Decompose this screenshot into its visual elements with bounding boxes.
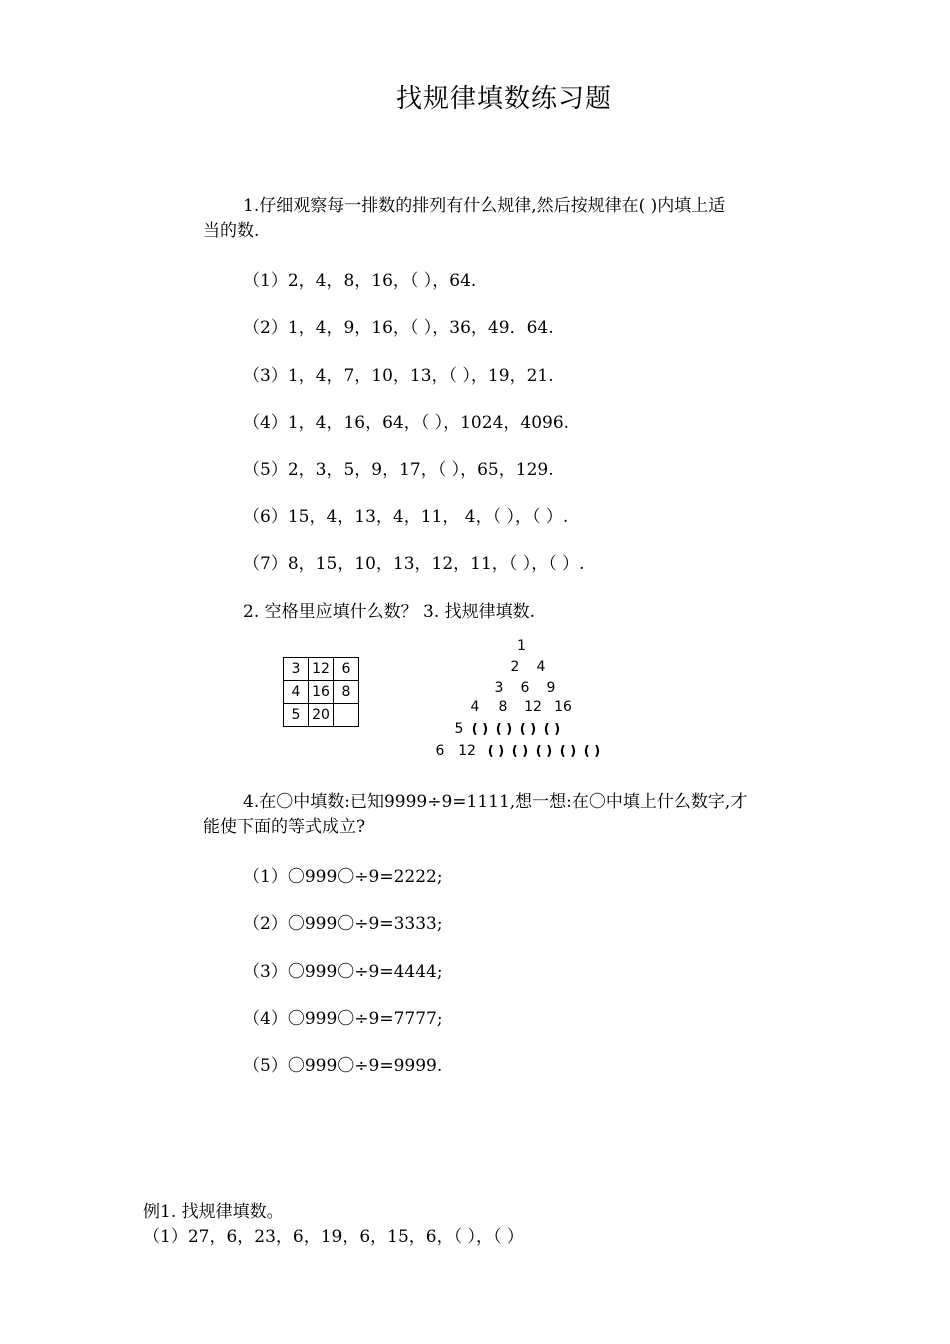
q4-item-5: （5）〇999〇÷9=9999. — [243, 1056, 443, 1076]
number-grid — [283, 657, 359, 727]
page-title: 找规律填数练习题 — [395, 84, 612, 114]
triangle-blank: ( ) — [559, 744, 577, 759]
grid-row — [284, 681, 359, 704]
grid-cell: 12 — [309, 658, 334, 681]
q1-item-2: （2）1，4，9，16，（ ），36，49．64. — [243, 318, 554, 338]
triangle-blank: ( ) — [495, 722, 513, 737]
triangle-number: 2 — [510, 659, 520, 675]
triangle-number: 1 — [517, 638, 526, 654]
triangle-row-4 — [462, 699, 578, 715]
triangle-blank: ( ) — [543, 722, 561, 737]
triangle-number: 4 — [536, 659, 546, 675]
grid-cell: 4 — [284, 681, 309, 704]
triangle-number: 3 — [494, 680, 504, 696]
triangle-row-5 — [450, 721, 564, 737]
example-label: 例1. 找规律填数。 — [143, 1202, 284, 1222]
q4-item-4: （4）〇999〇÷9=7777; — [243, 1009, 443, 1029]
triangle-number: 9 — [546, 680, 556, 696]
q1-prompt-line1: 1.仔细观察每一排数的排列有什么规律,然后按规律在( )内填上适 — [243, 196, 726, 216]
grid-cell: 8 — [334, 681, 359, 704]
q4-item-1: （1）〇999〇÷9=2222; — [243, 867, 443, 887]
triangle-blank: ( ) — [511, 744, 529, 759]
triangle-number: 16 — [554, 699, 572, 715]
q1-item-5: （5）2，3，5，9，17，（ ），65，129. — [243, 460, 554, 480]
triangle-blank: ( ) — [471, 722, 489, 737]
triangle-blank: ( ) — [535, 744, 553, 759]
grid-cell: 16 — [309, 681, 334, 704]
q1-item-1: （1）2，4，8，16，（ ），64. — [243, 271, 477, 291]
q1-prompt-line2: 当的数. — [203, 221, 260, 241]
grid-cell: 20 — [309, 704, 334, 727]
triangle-row-6 — [430, 743, 604, 759]
triangle-number: 4 — [470, 699, 480, 715]
q1-item-7: （7）8，15，10，13，12，11，（ ），（ ）. — [243, 554, 585, 574]
grid-blank-cell — [334, 704, 359, 727]
q1-item-3: （3）1，4，7，10，13，（ ），19，21. — [243, 366, 554, 386]
q2-q3-label: 2. 空格里应填什么数？ 3. 找规律填数. — [243, 602, 536, 622]
q4-prompt-line2: 能使下面的等式成立? — [203, 817, 366, 837]
grid-cell: 3 — [284, 658, 309, 681]
triangle-number: 6 — [435, 743, 445, 759]
q4-item-3: （3）〇999〇÷9=4444; — [243, 962, 443, 982]
triangle-number: 5 — [454, 721, 464, 737]
triangle-row-2 — [502, 659, 554, 675]
triangle-blank: ( ) — [583, 744, 601, 759]
grid-row — [284, 704, 359, 727]
triangle-number: 12 — [524, 699, 542, 715]
q1-item-6: （6）15，4，13，4，11， 4，（ ），（ ）. — [243, 507, 569, 527]
triangle-row-1 — [517, 638, 526, 654]
q4-item-2: （2）〇999〇÷9=3333; — [243, 914, 443, 934]
grid-cell: 5 — [284, 704, 309, 727]
grid-row — [284, 658, 359, 681]
triangle-number: 12 — [458, 743, 476, 759]
example-item: （1）27，6，23，6，19，6，15，6，（ ），（ ） — [143, 1227, 524, 1247]
triangle-blank: ( ) — [487, 744, 505, 759]
triangle-number: 8 — [498, 699, 508, 715]
q4-prompt-line1: 4.在〇中填数:已知9999÷9=1111,想一想:在〇中填上什么数字,才 — [243, 792, 748, 812]
triangle-number: 6 — [520, 680, 530, 696]
grid-cell: 6 — [334, 658, 359, 681]
triangle-blank: ( ) — [519, 722, 537, 737]
triangle-row-3 — [486, 680, 564, 696]
q1-item-4: （4）1，4，16，64，（ ），1024，4096. — [243, 413, 570, 433]
